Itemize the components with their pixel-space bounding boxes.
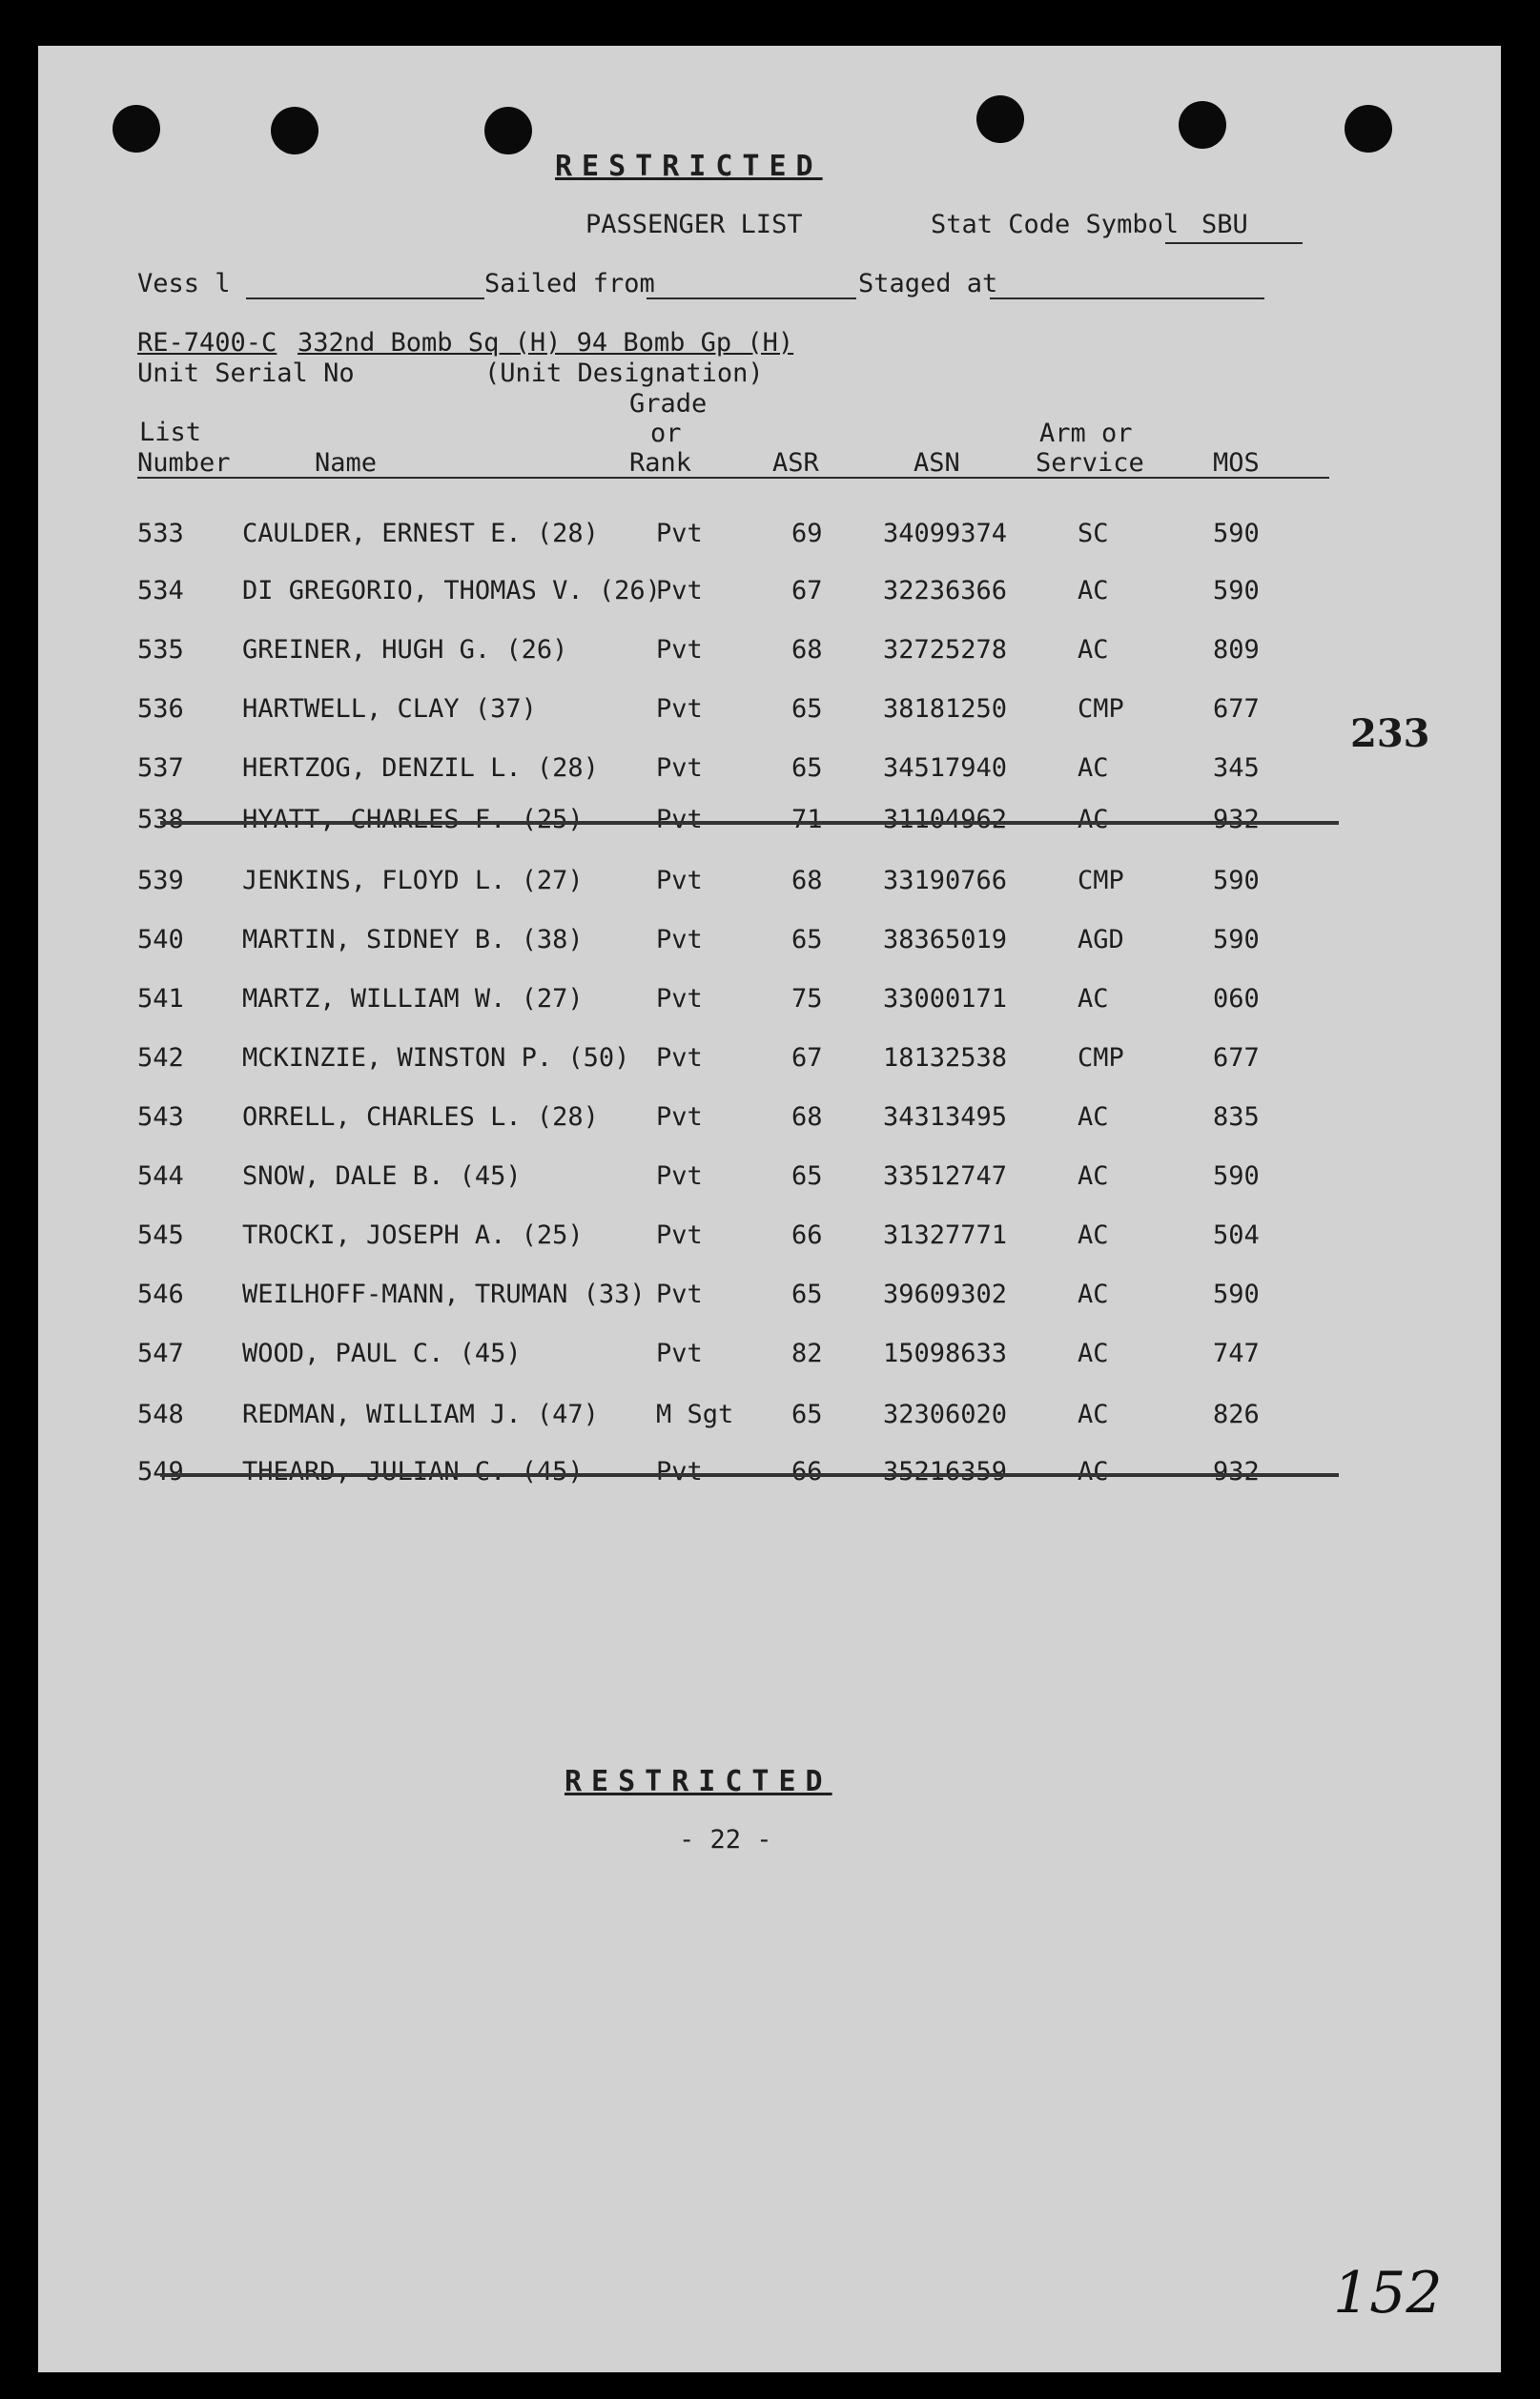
row-rank: Pvt: [656, 519, 703, 548]
row-name: MARTIN, SIDNEY B. (38): [242, 925, 584, 954]
row-arm: CMP: [1078, 694, 1124, 724]
row-name: THEARD, JULIAN C. (45): [242, 1457, 584, 1487]
row-arm: AGD: [1078, 925, 1124, 954]
row-name: TROCKI, JOSEPH A. (25): [242, 1220, 584, 1250]
row-arm: AC: [1078, 805, 1109, 834]
row-asn: 18132538: [883, 1043, 1008, 1073]
row-name: SNOW, DALE B. (45): [242, 1161, 522, 1191]
handwritten-page-number: 152: [1333, 2260, 1443, 2327]
row-asr: 66: [791, 1220, 823, 1250]
vessel-blank: [246, 297, 484, 299]
row-number: 537: [137, 753, 184, 783]
row-asr: 66: [791, 1457, 823, 1487]
punch-hole: [976, 95, 1024, 143]
punch-hole: [113, 105, 160, 153]
row-name: GREINER, HUGH G. (26): [242, 635, 568, 665]
row-asn: 33190766: [883, 866, 1008, 895]
row-asn: 39609302: [883, 1280, 1008, 1309]
row-asr: 65: [791, 1400, 823, 1429]
table-row: [38, 694, 1501, 732]
row-rank: Pvt: [656, 753, 703, 783]
row-rank: Pvt: [656, 805, 703, 834]
row-asr: 67: [791, 1043, 823, 1073]
row-name: CAULDER, ERNEST E. (28): [242, 519, 599, 548]
row-asr: 65: [791, 694, 823, 724]
row-number: 541: [137, 984, 184, 1014]
row-arm: AC: [1078, 753, 1109, 783]
staged-at-blank: [990, 297, 1264, 299]
row-asn: 38365019: [883, 925, 1008, 954]
row-asn: 34313495: [883, 1102, 1008, 1132]
document-page: [38, 46, 1501, 2372]
row-asn: 32306020: [883, 1400, 1008, 1429]
col-grade-1: Grade: [629, 389, 708, 419]
row-number: 549: [137, 1457, 184, 1487]
row-asn: 33000171: [883, 984, 1008, 1014]
row-asr: 68: [791, 635, 823, 665]
restricted-header: RESTRICTED: [555, 150, 823, 183]
col-asn: ASN: [914, 448, 960, 478]
table-row: [38, 1339, 1501, 1377]
table-row: [38, 576, 1501, 614]
table-row: [38, 805, 1501, 843]
header-rule: [137, 477, 1329, 479]
row-asr: 68: [791, 866, 823, 895]
col-name: Name: [315, 448, 378, 478]
unit-designation-label: (Unit Designation): [484, 359, 764, 388]
row-arm: AC: [1078, 1339, 1109, 1368]
row-name: HERTZOG, DENZIL L. (28): [242, 753, 599, 783]
table-row: [38, 1220, 1501, 1259]
row-mos: 932: [1213, 805, 1260, 834]
row-number: 533: [137, 519, 184, 548]
row-rank: Pvt: [656, 635, 703, 665]
row-mos: 345: [1213, 753, 1260, 783]
row-arm: AC: [1078, 1400, 1109, 1429]
unit-designation-value: 332nd Bomb Sq (H) 94 Bomb Gp (H): [298, 328, 794, 358]
row-number: 542: [137, 1043, 184, 1073]
punch-hole: [484, 107, 532, 154]
stat-code-underline: [1165, 242, 1303, 244]
row-asr: 82: [791, 1339, 823, 1368]
table-row: [38, 519, 1501, 557]
row-arm: AC: [1078, 1457, 1109, 1487]
col-list-number-2: Number: [137, 448, 231, 478]
unit-serial-label: Unit Serial No: [137, 359, 355, 388]
row-asr: 68: [791, 1102, 823, 1132]
row-asn: 38181250: [883, 694, 1008, 724]
punch-hole: [271, 107, 318, 154]
row-arm: AC: [1078, 1280, 1109, 1309]
row-asn: 34517940: [883, 753, 1008, 783]
row-mos: 590: [1213, 1161, 1260, 1191]
row-arm: AC: [1078, 1161, 1109, 1191]
page-number: - 22 -: [679, 1825, 772, 1855]
row-asr: 65: [791, 1280, 823, 1309]
col-asr: ASR: [772, 448, 819, 478]
row-number: 543: [137, 1102, 184, 1132]
row-asn: 34099374: [883, 519, 1008, 548]
table-row: [38, 1400, 1501, 1438]
stamp-number: 233: [1350, 711, 1430, 756]
row-number: 539: [137, 866, 184, 895]
stat-code-value: SBU: [1201, 210, 1248, 239]
row-asn: 32236366: [883, 576, 1008, 605]
row-rank: Pvt: [656, 1220, 703, 1250]
col-mos: MOS: [1213, 448, 1260, 478]
row-mos: 932: [1213, 1457, 1260, 1487]
row-name: JENKINS, FLOYD L. (27): [242, 866, 584, 895]
col-list-number-1: List: [139, 418, 202, 447]
row-number: 545: [137, 1220, 184, 1250]
row-asr: 65: [791, 1161, 823, 1191]
col-arm-2: Service: [1036, 448, 1144, 478]
row-mos: 826: [1213, 1400, 1260, 1429]
table-row: [38, 753, 1501, 791]
row-number: 534: [137, 576, 184, 605]
row-arm: AC: [1078, 576, 1109, 605]
row-mos: 809: [1213, 635, 1260, 665]
row-arm: AC: [1078, 984, 1109, 1014]
row-mos: 504: [1213, 1220, 1260, 1250]
row-asn: 32725278: [883, 635, 1008, 665]
table-row: [38, 984, 1501, 1022]
row-rank: Pvt: [656, 576, 703, 605]
row-mos: 590: [1213, 519, 1260, 548]
row-number: 547: [137, 1339, 184, 1368]
row-asn: 31327771: [883, 1220, 1008, 1250]
table-row: [38, 1043, 1501, 1081]
row-name: ORRELL, CHARLES L. (28): [242, 1102, 599, 1132]
row-rank: Pvt: [656, 1339, 703, 1368]
row-rank: Pvt: [656, 866, 703, 895]
table-row: [38, 1161, 1501, 1200]
punch-hole: [1345, 105, 1392, 153]
row-mos: 835: [1213, 1102, 1260, 1132]
row-arm: CMP: [1078, 866, 1124, 895]
col-arm-1: Arm or: [1039, 419, 1133, 448]
unit-serial-value: RE-7400-C: [137, 328, 277, 358]
row-asr: 65: [791, 753, 823, 783]
row-name: MCKINZIE, WINSTON P. (50): [242, 1043, 630, 1073]
row-asr: 69: [791, 519, 823, 548]
row-asr: 75: [791, 984, 823, 1014]
row-mos: 590: [1213, 866, 1260, 895]
row-mos: 677: [1213, 1043, 1260, 1073]
row-rank: Pvt: [656, 1161, 703, 1191]
row-arm: SC: [1078, 519, 1109, 548]
row-mos: 747: [1213, 1339, 1260, 1368]
row-mos: 590: [1213, 576, 1260, 605]
row-number: 540: [137, 925, 184, 954]
sailed-from-blank: [647, 297, 856, 299]
row-asn: 33512747: [883, 1161, 1008, 1191]
row-mos: 060: [1213, 984, 1260, 1014]
row-rank: Pvt: [656, 1457, 703, 1487]
row-mos: 590: [1213, 1280, 1260, 1309]
row-number: 535: [137, 635, 184, 665]
table-row: [38, 925, 1501, 963]
strikethrough-line: [160, 1473, 1339, 1477]
row-arm: AC: [1078, 1220, 1109, 1250]
row-number: 546: [137, 1280, 184, 1309]
row-arm: AC: [1078, 1102, 1109, 1132]
row-rank: Pvt: [656, 925, 703, 954]
row-asn: 31104962: [883, 805, 1008, 834]
row-asn: 15098633: [883, 1339, 1008, 1368]
row-name: HYATT, CHARLES F. (25): [242, 805, 584, 834]
row-number: 548: [137, 1400, 184, 1429]
row-asr: 71: [791, 805, 823, 834]
row-number: 544: [137, 1161, 184, 1191]
stat-code-label: Stat Code Symbol: [931, 210, 1180, 239]
sailed-from-label: Sailed from: [484, 269, 655, 298]
row-mos: 590: [1213, 925, 1260, 954]
row-rank: Pvt: [656, 1043, 703, 1073]
row-asn: 35216359: [883, 1457, 1008, 1487]
row-name: REDMAN, WILLIAM J. (47): [242, 1400, 599, 1429]
restricted-footer: RESTRICTED: [565, 1765, 832, 1798]
vessel-label: Vess l: [137, 269, 231, 298]
row-rank: Pvt: [656, 1102, 703, 1132]
row-asr: 65: [791, 925, 823, 954]
row-asr: 67: [791, 576, 823, 605]
strikethrough-line: [160, 821, 1339, 825]
col-grade-2: or: [650, 419, 682, 448]
table-row: [38, 1280, 1501, 1318]
table-row: [38, 635, 1501, 673]
row-mos: 677: [1213, 694, 1260, 724]
row-rank: Pvt: [656, 694, 703, 724]
row-arm: AC: [1078, 635, 1109, 665]
row-rank: M Sgt: [656, 1400, 734, 1429]
list-title: PASSENGER LIST: [585, 210, 803, 239]
row-name: HARTWELL, CLAY (37): [242, 694, 537, 724]
row-name: WEILHOFF-MANN, TRUMAN (33): [242, 1280, 646, 1309]
row-rank: Pvt: [656, 984, 703, 1014]
row-name: WOOD, PAUL C. (45): [242, 1339, 522, 1368]
row-name: DI GREGORIO, THOMAS V. (26): [242, 576, 661, 605]
row-number: 536: [137, 694, 184, 724]
table-row: [38, 866, 1501, 904]
row-arm: CMP: [1078, 1043, 1124, 1073]
table-row: [38, 1457, 1501, 1495]
staged-at-label: Staged at: [858, 269, 998, 298]
col-grade-3: Rank: [629, 448, 692, 478]
table-row: [38, 1102, 1501, 1140]
row-rank: Pvt: [656, 1280, 703, 1309]
row-name: MARTZ, WILLIAM W. (27): [242, 984, 584, 1014]
punch-hole: [1179, 101, 1226, 149]
row-number: 538: [137, 805, 184, 834]
